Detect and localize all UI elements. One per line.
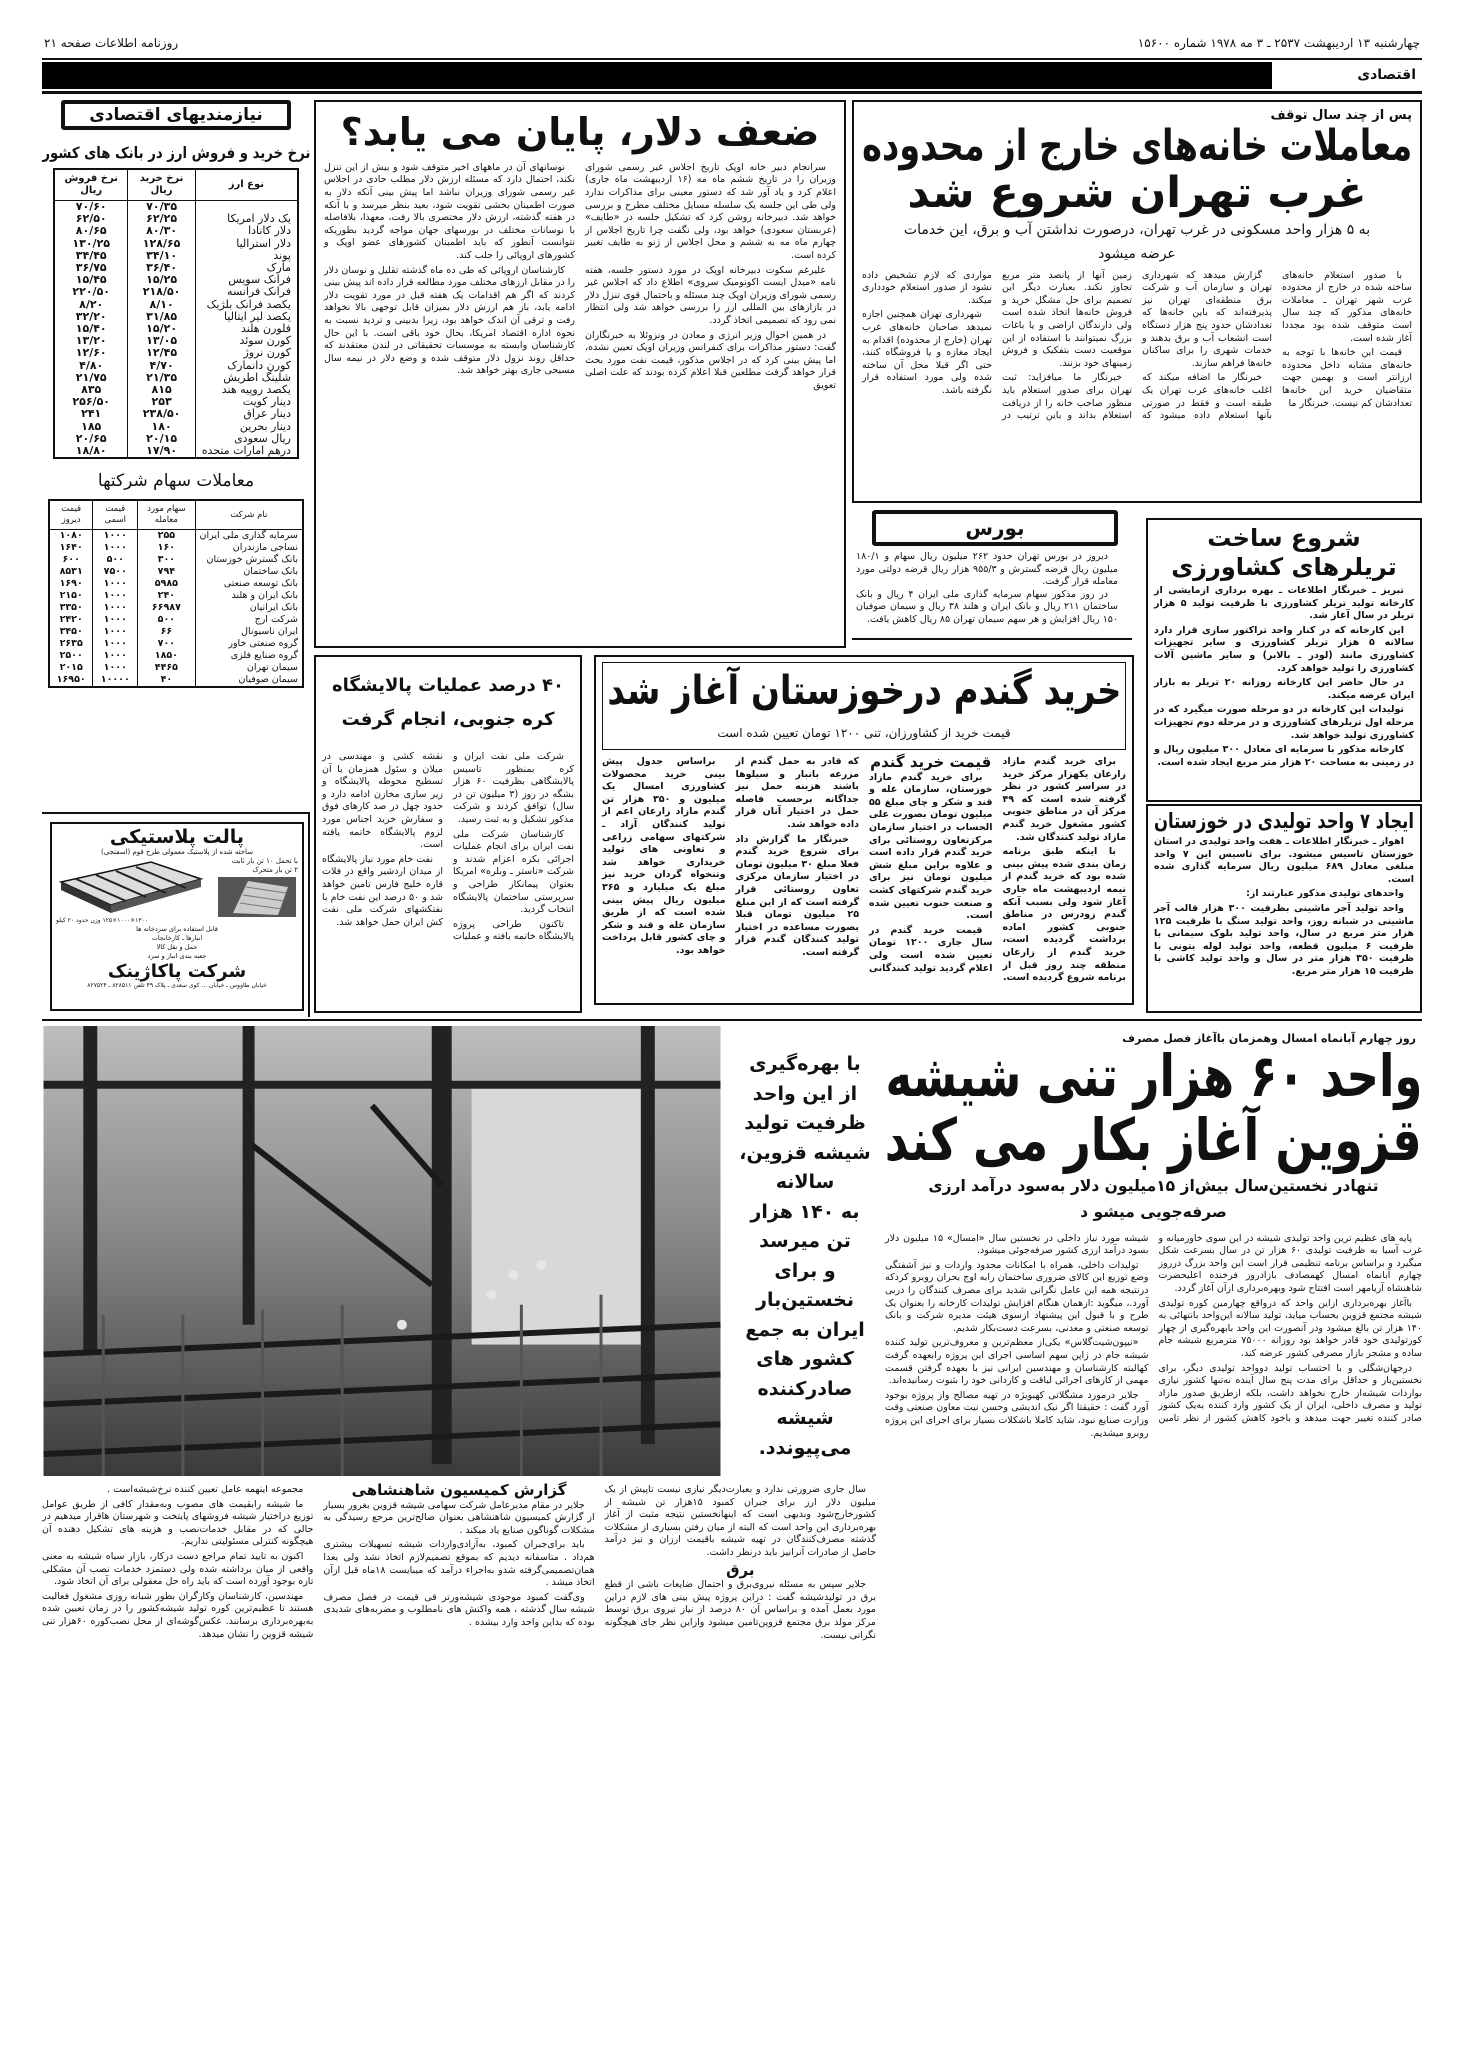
stock-value-cell: ۱۰۰۰ — [93, 602, 138, 614]
article-paragraph: تاکنون طراحی پروژه پالایشگاه خاتمه یافته و عملیات نقشه کشی و مهندسی در میلان و سئول همزمان با آن تسطیح محوطه پالایشگاه و زیر سازی مخازن ادامه دارد و حدود چهل در صد کارهای فوق و سفارش خرید اجناس مورد لزوم پالایشگاه خاتمه یافته است. — [322, 751, 574, 943]
fx-rate-cell: ۲۲۰/۵۰ — [54, 286, 128, 298]
article-paragraph: با صدور استعلام خانه‌های ساخته شده در خارج از محدوده غرب شهر تهران ـ معاملات خانه‌های مذکور که چند سال است متوقف شده بود مجددا آغاز شده است. — [1282, 269, 1412, 344]
fx-rate-cell: ۱۵/۲۵ — [128, 274, 195, 286]
article-paragraph: نوسانهای آن در ماههای اخیر متوقف شود و بیش از این تنزل نکند، احتمال دارد که مسئله ارزش دلار مطلب حادی در اجلاس غیر رسمی شورای وزیران نباشد اما پیش بینی آنکه دلار به صورت اطمینان بخشی تقویت شود، بعید بنظر میرسد و با آنکه در هفته گذشته، ارزش دلار مختصری بالا رفت، معهذا، بلافاصله با نوسانات مختلف در بورسهای جهان مواجه گردید بطوریکه نتوانست آنطور که باید اطمینان کشورهای عضو اوپک و کشورهای اروپائی را جلب کند. — [324, 161, 575, 261]
article-paragraph: کارشناسان شرکت ملی نفت ایران برای انجام عملیات اجرائی بکره اعزام شدند و شرکت «ناستر ـ وبلره» امریکا بعنوان پیمانکار طراحی و سرپرستی ساختمان پالایشگاه انتخاب گردید. — [453, 828, 574, 916]
fx-column-header: نرخ فروش ریال — [54, 169, 128, 201]
fx-table-row — [54, 286, 298, 298]
stock-value-cell: ۵۰۰ — [93, 554, 138, 566]
stock-table-row — [49, 590, 303, 602]
fx-table-row — [54, 299, 298, 311]
stock-table-row — [49, 602, 303, 614]
article-tractor — [1146, 518, 1422, 802]
section-divider — [42, 1019, 1422, 1021]
article-paragraph: اهواز ـ خبرنگار اطلاعات ـ هفت واحد تولیدی در استان خوزستان تاسیس میشود. برای تاسیس این ۷ واحد مبلغی معادل ۶۸۹ میلیون ریال سرمایه گذاری شده است. — [1154, 836, 1414, 885]
tractor-body — [1154, 585, 1414, 796]
ad-middle-row — [56, 857, 298, 917]
article-paragraph: علیرغم سکوت دبیرخانه اوپک در مورد دستور جلسه، هفته نامه «میدل ایست اکونومیک سروی» اطلاع داد که اجلاس غیر رسمی شورای وزیران اوپک چند مسئله و باحتمال قوی تنزل دلار در بازارهای بین المللی ارز را بررسی خواهد شد ولی انتظار نمی رود که تصمیمی اتخاذ گردد. — [585, 264, 836, 326]
article-paragraph: براساس جدول پیش بینی خرید محصولات کشاورزی امسال یک میلیون و ۳۵۰ هزار تن گندم مازاد زارعان اعم از تولید کنندگان آزاد ـ شرکتهای سهامی زراعی و تعاونی های تولید خریداری خواهد شد وتنخواه گردان خرید نیز مبلغ یک میلیارد و ۳۶۵ میلیون ریال پیش بینی شده است که از طریق سازمان غله و قند و شکر و چای کشور قابل پرداخت خواهد بود. — [602, 756, 726, 956]
stock-table-row — [49, 626, 303, 638]
caption-line — [730, 1316, 880, 1346]
fx-rate-cell: ۱۵/۲۰ — [128, 323, 195, 335]
fx-rate-cell: ۳۴/۱۰ — [128, 250, 195, 262]
article-paragraph: واحدهای تولیدی مذکور عبارتند از: — [1246, 888, 1404, 900]
fx-rate-cell: ۱۳۰/۲۵ — [54, 238, 128, 250]
article-paragraph: این کارخانه که در کنار واحد تراکتور سازی قرار دارد سالانه ۵ هزار تریلر کشاورزی و سایر تجهیزات کشاورزی مانند (لودر ـ بالابر) و سایر ماشین آلات کشاورزی را تولید خواهد کرد. — [1154, 624, 1414, 674]
fx-currency-name: فرانک فرانسه — [195, 286, 298, 298]
fx-rate-cell: ۱۵/۴۰ — [54, 323, 128, 335]
fx-table-row — [54, 408, 298, 420]
stock-value-cell: ۱۰۰۰ — [93, 542, 138, 554]
stock-value-cell: ۶۶ — [138, 626, 195, 638]
khuzestan-body — [1154, 836, 1414, 1007]
article-paragraph: جلایر درمورد مشگلاتی کهبویژه در تهیه مصالح واز پروژه بوجود آورد گفت : حقیقتا اگر نیک اندیشی وحسن نیت معاون صنعتی وقت وزارت صنایع نبود، شاید کاملا باشکلات بسیار برای اجرای این پروژه روبرو میشدیم. — [885, 1389, 1149, 1439]
stock-table-row — [49, 614, 303, 626]
fx-currency-name: کورن نروژ — [195, 347, 298, 359]
fx-rate-cell: ۱۸۰ — [128, 421, 195, 433]
glass-headline-line-2 — [885, 1105, 1422, 1174]
fx-rate-cell: ۲۱۸/۵۰ — [128, 286, 195, 298]
glass-headline-line-2-text: قزوین آغاز بکار می کند — [885, 1105, 1422, 1174]
stock-value-cell: ۱۰۰۰۰ — [93, 674, 138, 687]
stock-table-row — [49, 674, 303, 687]
fx-rate-cell: ۲۱/۷۵ — [54, 372, 128, 384]
section-band — [42, 58, 1422, 94]
article-subheading: برق — [726, 1560, 755, 1579]
article-paragraph: برای خرید گندم مازاد زارعان یکهزار مرکز خرید در سراسر کشور در نظر گرفته شده است که ۴۹ مرکز آن در مناطق جنوبی کشور مشغول خرید گندم مازاد تولید کنندگان شد. — [1002, 756, 1126, 843]
paper-page-number: روزنامه اطلاعات صفحه ۲۱ — [44, 36, 179, 50]
pallet-advertisement — [42, 812, 310, 1017]
fx-rate-cell: ۴/۷۰ — [128, 360, 195, 372]
caption-line-text: ایران به جمع — [745, 1318, 865, 1341]
caption-line — [730, 1198, 880, 1228]
fx-currency-name: کورن سوئد — [195, 335, 298, 347]
stock-company-name: ایران ناسیونال — [195, 626, 303, 638]
currency-rates-table — [53, 168, 299, 459]
stock-value-cell: ۵۹۸۵ — [138, 578, 195, 590]
caption-line — [730, 1375, 880, 1405]
caption-line-text: به ۱۴۰ هزار — [750, 1200, 860, 1223]
article-paragraph: دیروز در بورس تهران حدود ۲۶۲ میلیون ریال سهام و ۱۸۰/۱ میلیون ریال قرضه گسترش و ۹۵۵/۳ هزار ریال قرضه دولتی مورد معامله قرار گرفت. — [856, 551, 1118, 588]
stock-company-name: سرمایه گذاری ملی ایران — [195, 530, 303, 543]
stock-table-row — [49, 566, 303, 578]
fx-rate-cell: ۳۴/۴۵ — [54, 250, 128, 262]
article-paragraph: کارشناسان اروپائی که طی ده ماه گذشته تقلیل و نوسان دلار را در مقابل ارزهای مختلف مورد مطالعه قرار داده اند پیش بینی کردند که اگر هم اقدامات یک هفته قبل در مورد تقویت دلار ادامه یابد، باز هم ارزش دلار بمیزان قابل توجهی بالا نخواهد رفت و ترقی آن اندک خواهد بود، زیرا بدبینی و تردید نسبت به نحوه اداره اقتصاد امریکا، بحال خود باقی است. با این حال کارشناسان وابسته به موسسات تحقیقاتی در لندن معتقدند که حداقل روند نزول دلار متوقف شده و وضع دلار در نیمه سال مسیحی جاری بهتر خواهد شد. — [324, 264, 575, 377]
fx-currency-name: دینار بحرین — [195, 421, 298, 433]
article-paragraph: قیمت خرید گندم در سال جاری ۱۲۰۰ تومان تعیین شده است ولی اعلام گردید تولید کنندگانی که قادر به حمل گندم از مزرعه بانبار و سیلوها باشند هزینه حمل نیز جداگانه برحسب فاصله حمل در اختیار آنان قرار داده خواهد شد. — [735, 756, 993, 974]
article-paragraph: ما شیشه رابقیمت های مصوب وبه‌مقدار کافی از طریق عوامل توزیع دراختیار شیشه فروشهای پایتخت و شهرستان هاقرار میدهیم در حالی که در مقابل خدمات‌نصب و هزینه های تشکیل دهنده آن هیچگونه کنترلی مسئولیتی نداریم. — [42, 1498, 314, 1548]
fx-table-title-text: نرخ خرید و فروش ارز در بانک های کشور — [42, 144, 310, 162]
glass-body-right — [885, 1233, 1422, 2030]
stock-value-cell: ۱۰۰۰ — [93, 530, 138, 543]
fx-currency-name: یکصد لیر ایتالیا — [195, 311, 298, 323]
stock-value-cell: ۶۶۹۸۷ — [138, 602, 195, 614]
fx-currency-name: دلار استرالیا — [195, 238, 298, 250]
stock-value-cell: ۴۴۶۵ — [138, 662, 195, 674]
stock-value-cell: ۱۰۰۰ — [93, 578, 138, 590]
article-paragraph: اکنون به تایید تمام مراجع دست درکار، بازار سیاه شیشه به معنی واقعی از میان برداشته شده ولی دستمزد خدمات نصب آن مشکلی تازه بوجود آورده است که باید راه حل معقولی برای آن اتخاذ شود. — [42, 1550, 314, 1588]
housing-headline-line-1 — [862, 123, 1412, 170]
fx-rate-cell: ۸۰/۶۵ — [54, 225, 128, 237]
section-label: اقتصادی — [1357, 67, 1416, 83]
article-bourse — [852, 505, 1132, 640]
stock-value-cell: ۱۶۴۰ — [49, 542, 93, 554]
fx-rate-cell: ۸/۲۰ — [54, 299, 128, 311]
caption-line-text: شیشه — [776, 1407, 834, 1429]
article-paragraph: خبرنگار ما اضافه میکند که اغلب خانه‌های غرب تهران یک طبقه است و فقط در صورتی بآنها استعلام داده میشود که زمین آنها از پانصد متر مربع تجاوز نکند. بعبارت دیگر این تصمیم برای حل مشگل خرید و فروش خانه‌ها اتخاذ شده است ولی دارندگان اراضی و یا باغات بزرگ نمیتوانند با استفاده از این موقعیت دست بتفکیک و فروش زمینهای خود بزنند. — [1002, 269, 1272, 422]
fx-currency-name: ریال سعودی — [195, 433, 298, 445]
fx-rate-cell: ۱۲/۴۵ — [128, 347, 195, 359]
ad-use-item: انبارها ـ کارخانجات — [151, 934, 203, 942]
fx-table-row — [54, 238, 298, 250]
wheat-headline-text: خرید گندم درخوزستان آغاز شد — [607, 668, 1121, 714]
caption-line-text: نخستین‌بار — [756, 1289, 854, 1311]
stock-value-cell: ۲۵۵ — [138, 530, 195, 543]
article-paragraph: درجهان‌شگلی و با احتساب تولید دوواحد تولیدی دیگر، برای نخستین‌بار و حداقل برای مدت پنج سال آینده نه‌تنها کشور نیازی بواردات شیشه‌از خارج نخواهد داشت، بلکه ازطریق صدور مازاد تولید و مصرف داخلی، ایران از یک کشور وارد کننده به‌یک کشور صادر کننده تغییر جهت میدهد و باخود کاهش کشور از نظر تامین شیشه مورد نیاز داخلی در نخستین سال «امسال» ۱۵ میلیون دلار بسود درآمد ارزی کشور صرفه‌جوئی میشود. — [885, 1232, 1422, 1424]
fx-currency-name: شلینگ اطریش — [195, 372, 298, 384]
wheat-subhead — [607, 725, 1121, 741]
caption-line — [730, 1404, 880, 1434]
fx-currency-name: کورن دانمارک — [195, 360, 298, 372]
stock-value-cell: ۲۰۱۵ — [49, 662, 93, 674]
ad-capacity-line: ۲ تن بار متحرک — [252, 866, 298, 874]
fx-currency-name: مارک — [195, 262, 298, 274]
ad-title-text: پالت پلاستیکی — [109, 826, 245, 848]
stock-value-cell: ۱۰۰۰ — [93, 662, 138, 674]
stock-value-cell: ۲۱۵۰ — [49, 590, 93, 602]
article-paragraph: سرانجام دبیر خانه اوپک تاریخ اجلاس غیر رسمی شورای وزیران را در تاریخ ششم ماه مه (۱۶ اردیبهشت ماه جاری) اعلام کرد و یاد آور شد که دستور معینی برای مذاکرات ندارد ولی طی این جلسه یک سلسله مسایل مختلف مطرح و بررسی خواهد شد. دبیرخانه روشن کرد که تشکیل جلسه در «طایف» (عربستان سعودی) خواهد بود، ولی نگفت چرا تاریخ اجلاس از چهارم ماه مه به ششم و محل اجلاس از ژنو به طایف تغییر کرده است. — [585, 161, 837, 261]
caption-line — [730, 1286, 880, 1316]
caption-line — [730, 1345, 880, 1375]
housing-headline-line-1-text: معاملات خانه‌های خارج از محدوده — [862, 121, 1412, 171]
ad-address — [56, 982, 298, 990]
stock-value-cell: ۱۰۸۰ — [49, 530, 93, 543]
stock-company-name: نساجی مازندران — [195, 542, 303, 554]
wheat-body — [602, 753, 1126, 999]
caption-line-text: شیشه قزوین، — [739, 1141, 871, 1164]
caption-line-text: با بهره‌گیری — [749, 1053, 861, 1075]
article-paragraph: پایه های عظیم ترین واحد تولیدی شیشه در این سوی خاورمیانه و غرب آسیا به ظرفیت تولیدی ۶۰ هزار تن در سال بسرعت شکل میگیرد و براساس برنامه تنظیمی قرار است این واحد بزرگ درروز چهارم آبانماه امسال کهمصادف باز‌ادروز فرخنده اعلیحضرت شاهنشاه آریامهر است افتتاح شود وبهره‌برداری ازآن آغاز گردد. — [1158, 1232, 1422, 1294]
stocks-table-title: معاملات سهام شرکتها — [97, 471, 255, 492]
article-paragraph: جلایر سپس به مسئله نیروی‌برق و احتمال ضایعات ناشی از قطع برق در تولیدشیشه گفت : دراین پروژه پیش بینی های لازم دراین مورد بعمل آمده و براساس آن ۸۰ درصد از نیاز نیروی برق توسط مرکز مولد برق مجتمع قزوین‌تامین میشود وازاین نظر جای هیچگونه نگرانی نیست. — [604, 1579, 876, 1641]
dollar-headline-text: ضعف دلار، پایان می یابد؟ — [340, 110, 820, 154]
stock-column-header: قیمت اسمی — [93, 500, 138, 530]
stock-table-row — [49, 542, 303, 554]
stock-table-row — [49, 530, 303, 543]
fx-table-title — [42, 144, 310, 162]
fx-rate-cell: ۲۰/۱۵ — [128, 433, 195, 445]
khuzestan-headline-text: ایجاد ۷ واحد تولیدی در خوزستان — [1153, 809, 1414, 833]
stock-company-name: گروه صنعتی خاور — [195, 638, 303, 650]
stock-value-cell: ۱۰۰۰ — [93, 626, 138, 638]
fx-column-header: نوع ارز — [195, 169, 298, 201]
fx-rate-cell: ۸۰/۳۰ — [128, 225, 195, 237]
ad-drawing-label — [56, 917, 298, 925]
fx-currency-name: یک دلار امریکا — [195, 213, 298, 225]
stock-trades-table — [48, 499, 304, 688]
housing-body — [862, 270, 1412, 497]
fx-rate-cell: ۸۱۵ — [128, 384, 195, 396]
glass-headline-line-1-text: واحد ۶۰ هزار تنی شیشه — [885, 1042, 1422, 1110]
caption-line-text: سالانه — [775, 1171, 835, 1193]
caption-line-text: تن میرسد — [759, 1230, 851, 1252]
stock-value-cell: ۳۰۰ — [138, 554, 195, 566]
housing-headline-line-2-text: غرب تهران شروع شد — [907, 168, 1367, 219]
refinery-body — [322, 751, 574, 1007]
stock-value-cell: ۱۰۰۰ — [93, 590, 138, 602]
fx-rate-cell: ۲۱/۳۵ — [128, 372, 195, 384]
refinery-headline: ۴۰ درصد عملیات پالایشگاه کره جنوبی، انجام گرفت — [332, 675, 564, 730]
economy-column — [42, 100, 310, 688]
fx-rate-cell: ۳۲/۲۰ — [54, 311, 128, 323]
fx-table-row — [54, 360, 298, 372]
fx-rate-cell: ۶۲/۲۵ — [128, 213, 195, 225]
ad-use-item: قابل استفاده برای سردخانه ها — [136, 925, 218, 933]
ad-use-item: حمل و نقل کالا — [156, 943, 198, 951]
stock-value-cell: ۷۹۴ — [138, 566, 195, 578]
stock-company-name: بانک ایرانیان — [195, 602, 303, 614]
stock-company-name: گروه صنایع فلزی — [195, 650, 303, 662]
ad-inner-frame — [50, 822, 304, 1011]
fx-rate-cell: ۱۷/۹۰ — [128, 445, 195, 458]
bourse-title: بورس — [872, 510, 1118, 546]
glass-factory-photo — [42, 1026, 722, 1476]
ad-capacity-line: با تحمل ۱۰ تن بار ثابت — [231, 857, 298, 865]
ad-drawing-label-text: ۱۳۰۰×۱۰۰۰×۱۲۵ وزن حدود ۲۰ کیلو — [56, 917, 148, 924]
fx-rate-cell: ۳۱/۸۵ — [128, 311, 195, 323]
fx-rate-cell: ۳۶/۷۵ — [54, 262, 128, 274]
article-subheading: گزارش کمیسیون شاهنشاهی — [351, 1481, 567, 1499]
article-paragraph: تولیدات این کارخانه در دو مرحله صورت میگیرد که در مرحله اول تریلرهای کشاورزی و در مرحله دوم تجهیزات کشاورزی تولید خواهد شد. — [1154, 704, 1414, 741]
fx-rate-cell: ۶۲/۵۰ — [54, 213, 128, 225]
stock-company-name: بانک گسترش خوزستان — [195, 554, 303, 566]
stock-value-cell: ۷۵۰۰ — [93, 566, 138, 578]
article-paragraph: وی‌گفت کمبود موجودی شیشه‌ورتر قی قیمت در فصل مصرف شیشه سال گذشته ، همه واکنش های نامطلوب و مضربه‌های شدیدی بوده که بداین واحد وارد بیشده . — [323, 1591, 595, 1628]
article-paragraph: در حال حاضر این کارخانه روزانه ۲۰ تریلر به بازار ایران عرضه میکند. — [1154, 677, 1414, 701]
fx-rate-cell: ۸/۱۰ — [128, 299, 195, 311]
article-paragraph: خبرنگار ما گزارش داد برای شروع خرید گندم فعلا مبلغ ۳۰ میلیون تومان در اختیار سازمان مرکزی تعاون روستائی قرار گرفته است که از این مبلغ ۲۵ میلیون تومان قبلا بصورت مساعده در اختیار تولید کنندگان گندم قرار گرفته است. — [735, 833, 859, 958]
article-paragraph: باآغاز بهره‌برداری ازاین واحد که درواقع چهارمین کوره تولیدی شیشه مجتمع قزوین بحساب میاید، تولید سالانه این‌واحد بانتهائی به ۱۴۰ هزار تن بالغ میشود ودر آنصورت این واحد بابهره‌گیری از چهار کورتولیدی خود قادر خواهد بود روزانه ۷۵۰۰۰ مترمربع شیشه جام ساده و مشجر بازار مصرفی کشور عرضه کند. — [1158, 1297, 1422, 1359]
article-paragraph: کارخانه مذکور با سرمایه ای معادل ۳۰۰ میلیون ریال و در زمینی به مساحت ۲۰ هزار متر مربع ایجاد شده است. — [1154, 744, 1414, 768]
fx-rate-cell: ۱۲/۶۰ — [54, 347, 128, 359]
stock-value-cell: ۱۶۰ — [138, 542, 195, 554]
fx-rate-cell: ۱۸۵ — [54, 421, 128, 433]
stock-column-header: سهام مورد معامله — [138, 500, 195, 530]
stock-value-cell: ۱۶۹۵۰ — [49, 674, 93, 687]
fx-rate-cell: ۱۳/۰۵ — [128, 335, 195, 347]
fx-currency-name: پوند — [195, 250, 298, 262]
fx-currency-name: فرانک سویس — [195, 274, 298, 286]
fx-rate-cell: ۲۴۱ — [54, 408, 128, 420]
ad-use-item: جعبه بندی انبار و سرد — [147, 952, 207, 960]
ad-company-name — [56, 961, 298, 982]
article-wheat — [594, 655, 1134, 1005]
caption-line — [730, 1227, 880, 1257]
stock-value-cell: ۱۰۰۰ — [93, 650, 138, 662]
stock-column-header: قیمت دیروز — [49, 500, 93, 530]
stock-company-name: شرکت ارج — [195, 614, 303, 626]
stock-value-cell: ۲۴۲۰ — [49, 614, 93, 626]
glass-article-right — [885, 1032, 1422, 2030]
fx-rate-cell: ۷۰/۳۵ — [128, 201, 195, 214]
fx-currency-name: دینار عراق — [195, 408, 298, 420]
glass-headline-line-1 — [885, 1042, 1422, 1110]
stock-table-row — [49, 650, 303, 662]
tractor-headline: شروع ساخت تریلرهای کشاورزی — [1171, 524, 1397, 581]
fx-currency-name: یکصد روپیه هند — [195, 384, 298, 396]
article-paragraph: نفت خام مورد نیاز پالایشگاه از میدان اردشیر واقع در فلات قاره خلیج فارس تامین خواهد شد و ۵۰ درصد این نفت خام با نفتکشهای شرکت ملی نفت کش ایران حمل خواهد شد. — [322, 853, 444, 928]
article-paragraph: باید برای‌جبران کمبود، به‌آزادی‌واردات شیشه تسهیلات بیشتری هم‌داد . متاسفانه دیدیم که بموقع تصمیم‌لازم اتخاذ نشد ولی بعدا همان‌تصمیمی‌گرفته شدو به‌اجراء درآمد که میبایست ۱۸ماه قبل ازآن اتخاذ میشد . — [323, 1539, 595, 1589]
stock-table-row — [49, 638, 303, 650]
stock-value-cell: ۱۶۹۰ — [49, 578, 93, 590]
article-paragraph: گزارش میدهد که شهرداری تهران و سازمان آب و شرکت برق منطقه‌ای تهران نیز پذیرفته‌اند که باین خانه‌ها که تعدادشان حدود پنج هزار دستگاه است انشعاب آب و برق بدهند و خدمات شهری را برای ساکنان خانه‌ها فراهم سازند. — [1142, 269, 1272, 369]
stock-value-cell: ۲۴۰ — [138, 590, 195, 602]
caption-line-text: می‌پیوندد. — [758, 1436, 852, 1459]
wheat-headline — [607, 669, 1121, 713]
fx-rate-cell: ۱۲۸/۶۵ — [128, 238, 195, 250]
article-paragraph: برای خرید گندم مازاد خوزستان، سازمان غله و قند و شکر و چای مبلغ ۵۵ میلیون تومان بصورت علی الحساب در اختیار سازمان مرکزتعاون روستائی برای خرید گندم قرار داده است و علاوه براین مبلغ شش میلیون تومان نیز برای خرید گندم شرکتهای کشت و صنعت جنوب تعیین شده است. — [869, 771, 993, 922]
section-band-black-bar — [42, 62, 1272, 89]
caption-line-text: کشور های — [756, 1348, 854, 1370]
economy-box-title: نیازمندیهای اقتصادی — [61, 100, 291, 130]
fx-rate-cell: ۲۵۳ — [128, 396, 195, 408]
article-paragraph: مهندسین، کارشناسان وکارگران بطور شبانه روزی مشغول فعالیت هستند تا عظیم‌ترین کوره تولید شیشه‌کشور را در زمان تعیین شده به‌بهره‌برداری برسانند. عکس‌گوشه‌ای از محل نصب‌کوره ۶۰هزار تنی شیشه قزوین را نشان میدهد. — [42, 1590, 314, 1640]
wheat-subheading: قیمت خرید گندم — [870, 753, 992, 771]
article-paragraph: شهرداری تهران همچنین اجازه نمیدهد صاحبان خانه‌های غرب تهران (خارج از محدوده) اقدام به ایجاد مغازه و یا فروشگاه کنند، حتی اگر قبلا محل آن ساخته شده ولی مورد استفاده قرار نگرفته باشد. — [862, 309, 992, 396]
article-paragraph: تبریز ـ خبرنگار اطلاعات ـ بهره برداری ازمایشی از کارخانه تولید تریلر کشاورزی با ظرفیت تولید ۵ هزار تریلر در سال آغاز شد. — [1154, 585, 1414, 622]
dollar-body — [324, 162, 836, 640]
article-paragraph: واحد تولید آجر ماشینی بظرفیت ۳۰۰ هزار قالب آجر ماشینی در شبانه روز، واحد تولید سنگ با ظرفیت ۱۲۵ هزار متر مربع در سال، واحد تولید بلوک سیمانی با ظرفیت ۶ میلیون قطعه، واحد تولید لوله بتونی با ظرفیت ۳۵۰ هزار متر در سال و واحد تولید کاشی با ظرفیت ۱۵ هزار متر مربع. — [1154, 903, 1414, 978]
stock-column-header: نام شرکت — [195, 500, 303, 530]
article-paragraph: شرکت ملی نفت ایران و کره بمنظور تاسیس پالایشگاهی بظرفیت ۶۰ هزار بشگه در روز (۳ میلیون تن در سال) توافق کردند و شرکت مذکور تشکیل و به ثبت رسید. — [453, 751, 574, 825]
ad-capacity — [216, 857, 298, 875]
stock-company-name: سیمان تهران — [195, 662, 303, 674]
ad-uses-list — [56, 925, 298, 961]
fx-rate-cell: ۴/۸۰ — [54, 360, 128, 372]
article-paragraph: در همین احوال وزیر انرژی و معادن در ونزوئلا به خبرنگاران گفت: دستور مذاکرات برای کنفرانس وزیران اوپک تعیین نشده، اما پیش بینی کرد که در اجلاس مذکور، قیمت نفت مورد بحث قرار خواهد گرفت مطلعین قبلا اعلام کرده بودند که علت اصلی تعویق — [585, 329, 836, 391]
caption-line — [730, 1257, 880, 1287]
article-dollar — [314, 100, 846, 648]
stock-value-cell: ۴۰ — [138, 674, 195, 687]
caption-line-text: ظرفیت تولید — [744, 1112, 866, 1134]
housing-headline-line-2 — [862, 170, 1412, 217]
caption-line-text: صادرکننده — [757, 1377, 853, 1400]
article-paragraph: خبرنگار ما میافزاید: ثبت تهران برای صدور استعلام باید منظور صاحب خانه را از دریافت استعلام بداند و باین ترتیب در مواردی که لازم تشخیص داده نشود از صدور استعلام خودداری میکند. — [862, 269, 1132, 422]
glass-kicker: روز چهارم آبانماه امسال وهمزمان باآغاز فصل مصرف — [1122, 1032, 1416, 1045]
fx-currency-name: فلورن هلند — [195, 323, 298, 335]
glass-subhead: تنهادر نخستین‌سال بیش‌از ۱۵میلیون دلار به‌سود درآمد ارزی صرفه‌جویی میشو د — [928, 1176, 1379, 1221]
stock-value-cell: ۷۰۰ — [138, 638, 195, 650]
article-paragraph: سال جاری ضرورتی ندارد و بعبارت‌دیگر نیازی نیست تاپیش از یک میلیون دلار ارز برای جبران کمبود ۱۵هزار تن شیشه از کشورخارج‌شود وبدیهی است که اینها‌نخستین نتیجه مثبت از آغاز بهره‌برداری این واحد است که البته از میان رفتن بسیاری از مشکلات گذشته مصرف‌کنندگان در تهیه شیشه باقیمت ارزان و نیز درآمد حاصل از صادرات آنرانیز باید درنظر داشت. — [604, 1484, 876, 1558]
article-paragraph: با اینکه طبق برنامه زمان بندی شده پیش بینی شده بود که خرید گندم از نیمه اردیبهشت ماه جاری آغاز شود ولی بسبب آنکه گندم زودرس در مناطق جنوبی کشور اماده برداشت گردیده است، خرید گندم از زارعان منطقه چند روز قبل از برنامه شروع گردیده است. — [1002, 846, 1126, 984]
fx-table-row — [54, 445, 298, 458]
fx-rate-cell: ۳۶/۴۰ — [128, 262, 195, 274]
housing-subhead: به ۵ هزار واحد مسکونی در غرب تهران، درصورت نداشتن آب و برق، این خدمات عرضه میشود — [903, 221, 1371, 262]
caption-line-text: از این واحد — [752, 1082, 858, 1105]
pallet-drawing-icon — [56, 857, 206, 915]
bourse-body — [856, 551, 1118, 635]
fx-rate-cell: ۲۵۶/۵۰ — [54, 396, 128, 408]
wheat-subhead-text: قیمت خرید از کشاورزان، تنی ۱۲۰۰ تومان تعیین شده است — [717, 726, 1011, 740]
stock-value-cell: ۱۸۵۰ — [138, 650, 195, 662]
fx-table-row — [54, 347, 298, 359]
stock-value-cell: ۵۰۰ — [138, 614, 195, 626]
housing-kicker: پس از چند سال توقف — [1270, 108, 1412, 123]
fx-rate-cell: ۱۸/۸۰ — [54, 445, 128, 458]
fx-column-header: نرخ خرید ریال — [128, 169, 195, 201]
fx-rate-cell: ۱۵/۴۵ — [54, 274, 128, 286]
stock-value-cell: ۳۳۵۰ — [49, 602, 93, 614]
stock-value-cell: ۲۶۳۵ — [49, 638, 93, 650]
caption-line — [730, 1434, 880, 1464]
article-paragraph: در روز مذکور سهام سرمایه گذاری ملی ایران ۴ ریال و بانک ساختمان ۲۱۱ ریال و بانک ایران و هلند ۳۸ ریال و سیمان صوفیان ۱۵۰ ریال افزایش و هر سهم سیمان تهران ۸۵ ریال کاهش یافت. — [856, 588, 1118, 625]
date-line: چهارشنبه ۱۳ اردیبهشت ۲۵۳۷ ـ ۳ مه ۱۹۷۸ شماره ۱۵۶۰۰ — [1137, 36, 1420, 50]
fx-rate-cell: ۷۰/۶۰ — [54, 201, 128, 214]
glass-body-left — [42, 1481, 876, 2030]
ad-address-text: خیابان طاووس ـ خیابان ... کوی سعدی ـ پلاک ۴۹ تلفن ۸۲۸۵۱۱ ـ ۸۲۷۵۲۴ — [87, 982, 267, 989]
fx-rate-cell: ۱۳/۲۰ — [54, 335, 128, 347]
stock-value-cell: ۶۰۰ — [49, 554, 93, 566]
fx-currency-name: درهم امارات متحده — [195, 445, 298, 458]
pallet-stack-photo — [218, 877, 296, 917]
article-paragraph: مجموعه اینهمه عامل تعیین کننده نرخ‌شیشه‌است . — [107, 1484, 304, 1495]
article-paragraph: جلایر در مقام مدیرعامل شرکت سهامی شیشه قزوین بغرور بسیار از گزارش کمیسیون شاهنشاهی بعنوان صالح‌ترین مرجع رسیدگی به مشکلات گوناگون صنایع یاد میکند . — [323, 1499, 595, 1536]
article-paragraph: قیمت این خانه‌ها با توجه به خانه‌های مشابه داخل محدوده ارزانتر است و بهمین جهت متقاضیان خرید این خانه‌ها تعدادشان کم نیست. خبرنگار ما — [1282, 347, 1412, 409]
stock-value-cell: ۲۵۰۰ — [49, 650, 93, 662]
caption-line-text: و برای — [774, 1259, 836, 1282]
stock-table-row — [49, 662, 303, 674]
ad-subtitle — [56, 848, 298, 857]
stock-table-row — [49, 554, 303, 566]
glass-article-left — [42, 1481, 876, 2030]
article-khuzestan — [1146, 804, 1422, 1013]
fx-currency-name: دلار کانادا — [195, 225, 298, 237]
article-paragraph: «نیپون‌شیت‌گلاس» یکی‌از معظم‌ترین و معروف‌ترین تولید کننده شیشه جام در ژاپن سهم اساسی اجرای این پروژه رابعهده گرفت کهالبته کارشناسان و مهندسین ایرانی نیز با بعهده گرفتن قسمت مهمی از کارهای اجرائی لیاقت و کاردانی خود را بثبوت رسانیده‌اند. — [885, 1337, 1149, 1387]
stock-value-cell: ۸۵۳۱ — [49, 566, 93, 578]
fx-currency-name: دینار کویت — [195, 396, 298, 408]
stock-value-cell: ۳۴۵۰ — [49, 626, 93, 638]
fx-table-row — [54, 225, 298, 237]
stock-value-cell: ۱۰۰۰ — [93, 638, 138, 650]
ad-company-name-text: شرکت پاکاژینک — [107, 961, 247, 982]
stock-company-name: سیمان صوفیان — [195, 674, 303, 687]
fx-rate-cell: ۲۰/۶۵ — [54, 433, 128, 445]
article-housing — [852, 100, 1422, 503]
fx-rate-cell: ۸۳۵ — [54, 384, 128, 396]
stock-company-name: بانک ایران و هلند — [195, 590, 303, 602]
ad-subtitle-text: ساخته شده از پلاستیک معمولی طرح فوم (اسفنجی) — [100, 848, 254, 856]
fx-rate-cell: ۲۳۸/۵۰ — [128, 408, 195, 420]
article-paragraph: تولیدات داخلی، همراه با امکانات محدود واردات و نیز آشفتگی وضع توزیع این کالای ضروری ساختمان رابه اوج بحران روبرو کردکه درنتیجه همه این عامل نگرانی شدید برای مصرف کنندگان را دربی آورد.، میگوید :ازهمان هنگام افزایش تولیدات کارخانه را بعنوان یک طرح و با قبول این پیشنهاد ازسوی هیئت مدیره شرکت و بانک توسعه صنعتی و معدنی، بسرعت دست‌بکار شدیم. — [885, 1259, 1149, 1334]
khuzestan-headline — [1154, 810, 1414, 833]
wheat-inner-frame — [602, 662, 1126, 750]
stock-company-name: بانک ساختمان — [195, 566, 303, 578]
fx-currency-name: یکصد فرانک بلژیک — [195, 299, 298, 311]
stock-company-name: بانک توسعه صنعتی — [195, 578, 303, 590]
stock-value-cell: ۱۰۰۰ — [93, 614, 138, 626]
stock-table-row — [49, 578, 303, 590]
ad-title — [56, 826, 298, 848]
